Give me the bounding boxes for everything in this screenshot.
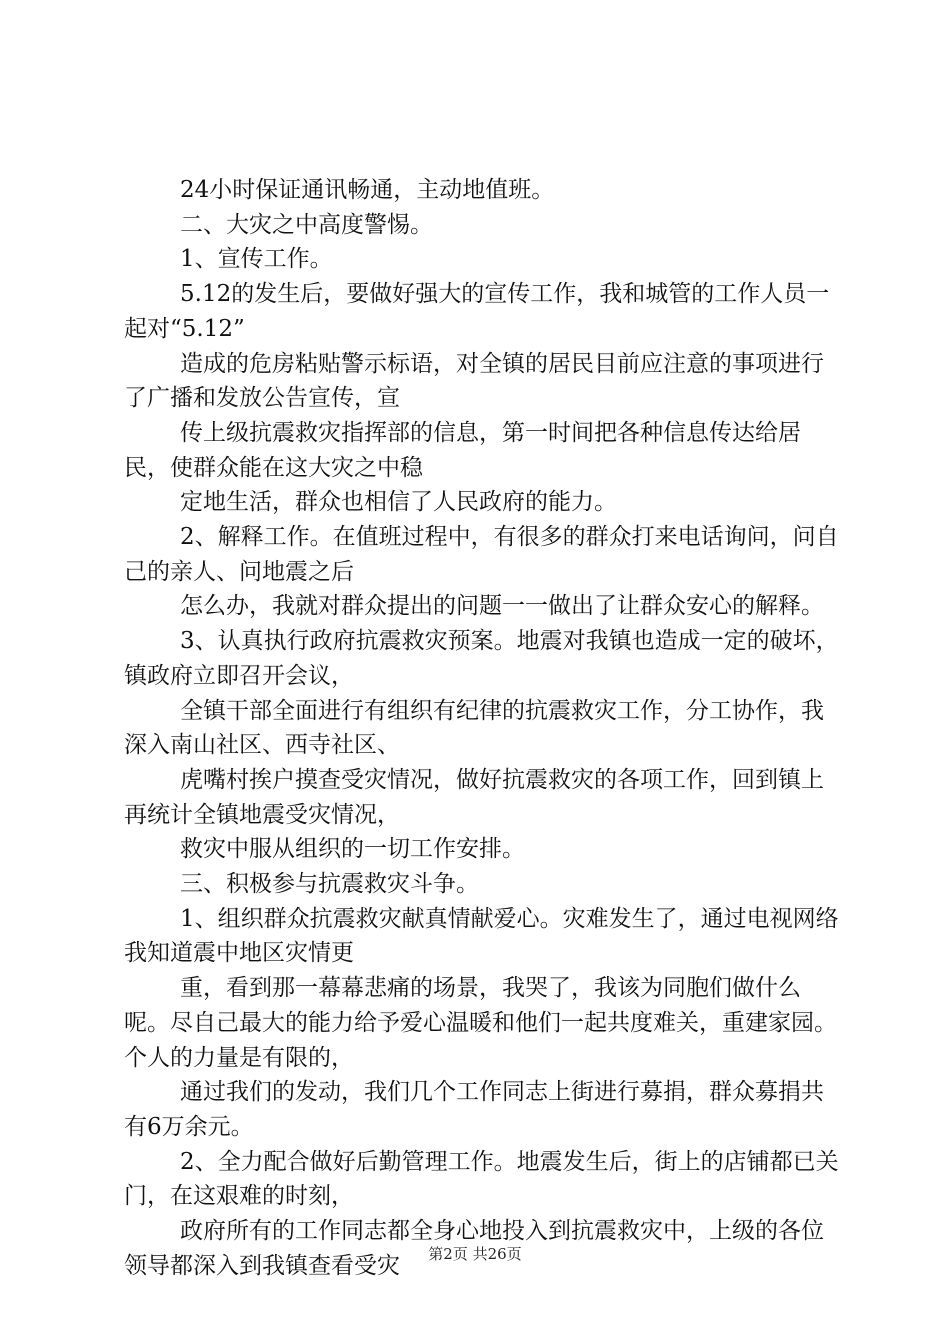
- paragraph: 5.12的发生后，要做好强大的宣传工作，我和城管的工作人员一起对“5.12”: [124, 281, 830, 342]
- paragraph: 怎么办，我就对群众提出的问题一一做出了让群众安心的解释。: [180, 593, 824, 620]
- paragraph: 3、认真执行政府抗震救灾预案。地震对我镇也造成一定的破坏，镇政府立即召开会议，: [124, 628, 839, 689]
- paragraph: 传上级抗震救灾指挥部的信息，第一时间把各种信息传达给居民，使群众能在这大灾之中稳: [124, 419, 801, 481]
- paragraph: 2、解释工作。在值班过程中，有很多的群众打来电话询问，问自己的亲人、问地震之后: [124, 524, 839, 585]
- paragraph: 定地生活，群众也相信了人民政府的能力。: [180, 489, 617, 516]
- paragraph: 造成的危房粘贴警示标语，对全镇的居民目前应注意的事项进行了广播和发放公告宣传，宣: [124, 350, 824, 412]
- page-footer: 第2页 共26页: [428, 1245, 522, 1263]
- paragraph: 重，看到那一幕幕悲痛的场景，我哭了，我该为同胞们做什么呢。尽自己最大的能力给予爱心温暖和他们一起共度难关，重建家园。个人的力量是有限的，: [124, 975, 837, 1071]
- paragraph: 政府所有的工作同志都全身心地投入到抗震救灾中，上级的各位领导都深入到我镇查看受灾: [124, 1218, 824, 1279]
- document-body: [124, 173, 840, 1284]
- section-heading: 三、积极参与抗震救灾斗争。: [180, 871, 479, 898]
- section-heading: 二、大灾之中高度警惕。: [180, 211, 433, 238]
- paragraph: 2、全力配合做好后勤管理工作。地震发生后，街上的店铺都已关门，在这艰难的时刻，: [124, 1148, 839, 1210]
- paragraph: 全镇干部全面进行有组织有纪律的抗震救灾工作，分工协作，我深入南山社区、西寺社区、: [124, 697, 824, 759]
- paragraph: 通过我们的发动，我们几个工作同志上街进行募捐，群众募捐共有6万余元。: [124, 1079, 824, 1140]
- paragraph: 救灾中服从组织的一切工作安排。: [180, 836, 525, 863]
- paragraph: 虎嘴村挨户摸查受灾情况，做好抗震救灾的各项工作，回到镇上再统计全镇地震受灾情况，: [124, 766, 824, 828]
- paragraph: 1、组织群众抗震救灾献真情献爱心。灾难发生了，通过电视网络我知道震中地区灾情更: [124, 905, 839, 967]
- subsection-heading: 1、宣传工作。: [180, 246, 333, 273]
- paragraph: 24小时保证通讯畅通，主动地值班。: [180, 177, 555, 203]
